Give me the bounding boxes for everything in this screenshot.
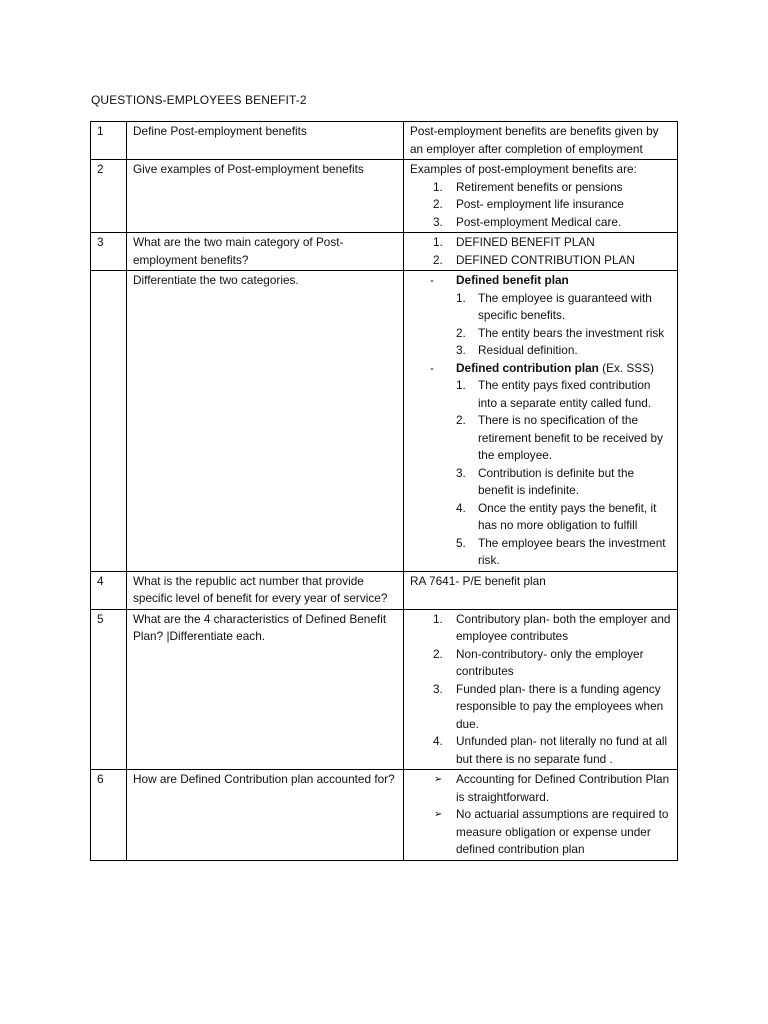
list-item: 1. Contributory plan- both the employer and employee contributes [433, 611, 671, 643]
row-number: 4 [91, 571, 127, 609]
table-row [91, 122, 678, 160]
answer-cell: Post-employment benefits are benefits given by an employer after completion of employment [404, 122, 678, 160]
question-cell: What are the 4 characteristics of Defined Benefit Plan? |Differentiate each. [127, 609, 404, 770]
list-item: 1. Retirement benefits or pensions [433, 179, 623, 194]
table-row [91, 571, 678, 609]
answer-list [410, 234, 672, 269]
list-item: ➢ Accounting for Defined Contribution Plan is straightforward. [434, 772, 670, 804]
arrow-bullet-icon: ➢ [434, 809, 443, 820]
question-cell: What are the two main category of Post-employment benefits? [127, 233, 404, 271]
list-item: 2. DEFINED CONTRIBUTION PLAN [433, 252, 635, 267]
list-item: - Defined contribution plan (Ex. SSS) 1. The entity pays fixed contribution into a separate entity called fund. 2. There is no specification of the retirement benefit to be received by the employee. 3. Contribution is definite but the benefit is indefinite. 4. Once the entity pays the benefit, it has no more obligation to fulfill 5. The employee bears the investment risk. [410, 360, 672, 570]
row-number: 6 [91, 770, 127, 861]
answer-cell [404, 160, 678, 233]
answer-list [410, 179, 672, 232]
answer-list [410, 611, 672, 769]
list-item: 1. DEFINED BENEFIT PLAN [433, 235, 595, 249]
list-item: 2. There is no specification of the retirement benefit to be received by the employee. [456, 413, 663, 462]
question-cell: Give examples of Post-employment benefits [127, 160, 404, 233]
sub-list [456, 290, 672, 360]
list-item: 5. The employee bears the investment risk. [456, 535, 666, 567]
answer-list [410, 272, 672, 570]
answer-cell: RA 7641- P/E benefit plan [404, 571, 678, 609]
list-item: 2. Non-contributory- only the employer contributes [433, 646, 644, 678]
list-item: - Defined benefit plan 1. The employee is guaranteed with specific benefits. 2. The entity bears the investment risk 3. Residual definition. [410, 272, 672, 360]
answer-cell [404, 271, 678, 572]
row-number: 5 [91, 609, 127, 770]
row-number: 3 [91, 233, 127, 271]
question-cell: Define Post-employment benefits [127, 122, 404, 160]
answer-intro: Examples of post-employment benefits are: [410, 162, 637, 176]
question-cell: Differentiate the two categories. [127, 271, 404, 572]
list-item: 2. The entity bears the investment risk [456, 325, 665, 340]
table-row [91, 271, 678, 572]
list-item: 3. Funded plan- there is a funding agency responsible to pay the employees when due. [433, 681, 664, 731]
list-item: 4. Unfunded plan- not literally no fund at all but there is no separate fund . [433, 734, 668, 766]
answer-cell [404, 770, 678, 861]
row-number: 1 [91, 122, 127, 160]
table-row [91, 770, 678, 861]
question-cell: What is the republic act number that provide specific level of benefit for every year of service? [127, 571, 404, 609]
table-row [91, 160, 678, 233]
list-item: 2. Post- employment life insurance [433, 197, 624, 211]
row-number: 2 [91, 160, 127, 233]
list-item: 3. Post-employment Medical care. [433, 214, 622, 229]
qa-table [90, 121, 678, 861]
arrow-bullet-icon: ➢ [434, 774, 443, 785]
answer-cell [404, 609, 678, 770]
page-title: QUESTIONS-EMPLOYEES BENEFIT-2 [91, 93, 307, 107]
list-item: 3. Contribution is definite but the benefit is indefinite. [456, 465, 635, 497]
sub-list [456, 377, 672, 570]
list-item: 1. The employee is guaranteed with specific benefits. [456, 290, 652, 322]
row-number [91, 271, 127, 572]
table-row [91, 609, 678, 770]
list-item: 3. Residual definition. [456, 343, 578, 357]
list-item: 4. Once the entity pays the benefit, it has no more obligation to fulfill [456, 500, 657, 532]
list-item: ➢ No actuarial assumptions are required to measure obligation or expense under defined contribution plan [434, 807, 669, 856]
list-item: 1. The entity pays fixed contribution into a separate entity called fund. [456, 378, 652, 410]
question-cell: How are Defined Contribution plan accounted for? [127, 770, 404, 861]
answer-list [410, 771, 672, 859]
table-row [91, 233, 678, 271]
answer-cell [404, 233, 678, 271]
